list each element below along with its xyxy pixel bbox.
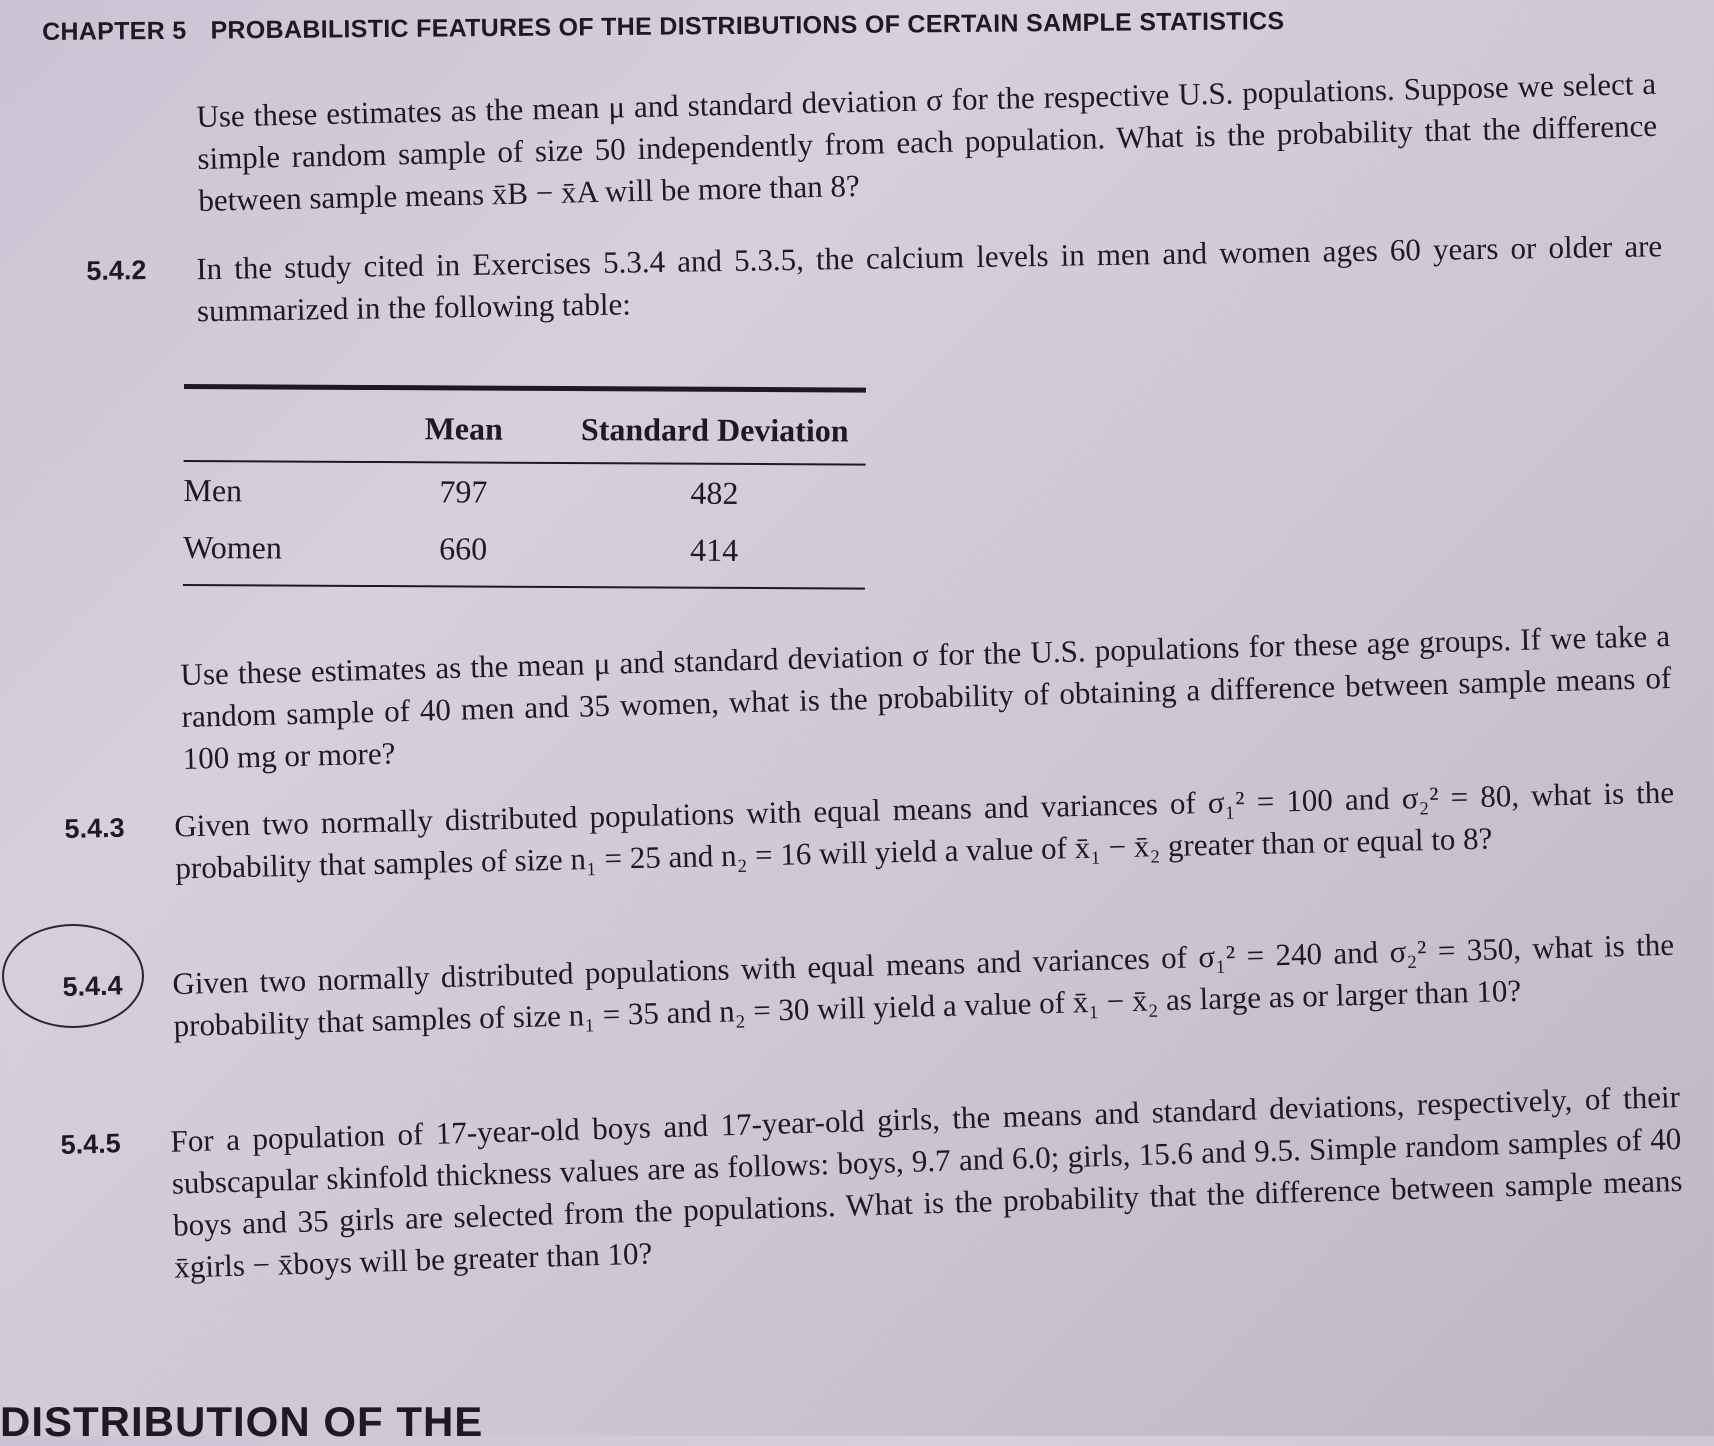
calcium-table [183,384,866,590]
intro-paragraph: Use these estimates as the mean μ and standard deviation σ for the respective U.S. populations. Suppose we select a simple random sample of size 50 independently from each population. What is the probability that the difference between sample means x̄B − x̄A will be more than 8? [196,65,1658,218]
exercise-5-4-4 [62,924,1675,1044]
cell-mean: 660 [363,520,563,587]
section-heading: DISTRIBUTION OF THE [0,1398,484,1445]
exercise-5-4-2 [86,225,1663,329]
cell-mean: 797 [439,473,488,510]
chapter-header [42,6,1382,47]
cell-sd: 414 [563,521,865,589]
exercise-text: Given two normally distributed populations with equal means and variances of σ₁² = 240 and σ₂² = 350, what is the probability that samples of size n₁ = 35 and n₂ = 30 will yield a value of x̄₁ − x̄₂ as large as or larger than 10? [172,926,1675,1044]
exercise-5-4-5 [60,1076,1683,1285]
exercise-text: In the study cited in Exercises 5.3.4 and 5.3.5, the calcium levels in men and women ages 60 years or older are summarized in the following table: [196,228,1663,329]
table-row [183,519,865,589]
chapter-title: PROBABILISTIC FEATURES OF THE DISTRIBUTIONS OF CERTAIN SAMPLE STATISTICS [210,7,1285,45]
after-table-paragraph: Use these estimates as the mean μ and standard deviation σ for the U.S. populations for these age groups. If we take a random sample of 40 men and 35 women, what is the probability of obtaining a difference between sample means of 100 mg or more? [180,617,1672,776]
exercise-number: 5.4.2 [86,255,147,286]
exercise-number: 5.4.3 [64,812,125,844]
exercise-number: 5.4.5 [60,1128,122,1160]
table-row [183,461,865,523]
row-label: Men [183,471,243,509]
cell-sd: 482 [690,474,739,511]
exercise-number: 5.4.4 [62,970,123,1002]
chapter-number: CHAPTER 5 [42,16,187,46]
exercise-text: For a population of 17-year-old boys and 17-year-old girls, the means and standard deviations, respectively, of their subscapular skinfold thickness values are as follows: boys, 9.7 and 6.0; girls, 15.6 and 9.5. Simple random samples of 40 boys and 35 girls are selected from the populations. What is the probability that the difference between sample means x̄girls − x̄boys will be greater than 10? [170,1078,1683,1285]
table-header-blank [184,399,364,462]
row-label: Women [183,519,363,586]
exercise-text: Given two normally distributed populations with equal means and variances of σ₁² = 100 and σ₂² = 80, what is the probability that samples of size n₁ = 25 and n₂ = 16 will yield a value of x̄₁ − x̄₂ greater than or equal to 8? [174,774,1675,886]
table-header-mean: Mean [364,400,564,463]
exercise-5-4-3 [64,771,1675,886]
table-header-sd: Standard Deviation [564,401,866,465]
